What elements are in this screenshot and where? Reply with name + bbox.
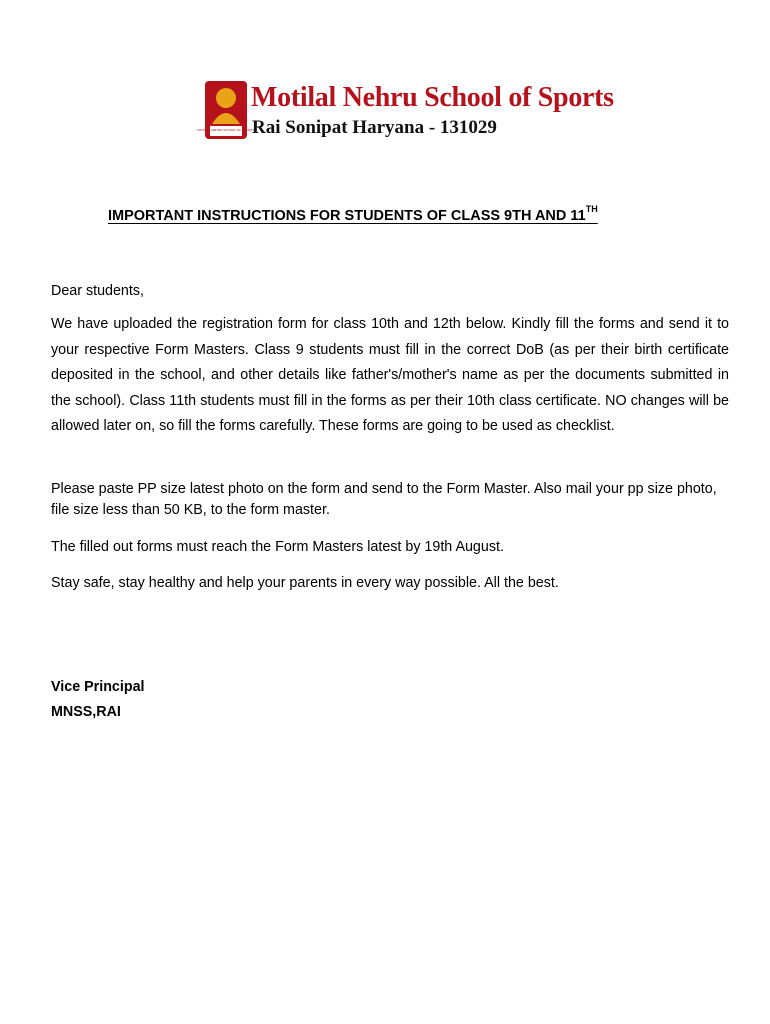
paragraph-photo: Please paste PP size latest photo on the form and send to the Form Master. Also mail your pp size photo, file size less than 50 KB, to the form master. <box>51 481 717 518</box>
letterhead <box>197 80 614 142</box>
school-address: Rai Sonipat Haryana - 131029 <box>252 117 497 138</box>
paragraph-instructions: We have uploaded the registration form for class 10th and 12th below. Kindly fill the forms and send it to your respective Form Masters. Class 9 students must fill in the correct DoB (as per their birth certificate deposited in the school, and other details like father's/mother's name as per the documents submitted in the school). Class 11th students must fill in the forms as per their 10th class certificate. NO changes will be allowed later on, so fill the forms carefully. These forms are going to be used as checklist. <box>51 316 729 434</box>
school-logo-icon <box>197 80 255 140</box>
logo-text: MOTILAL NEHRU SCHOOL OF SPORTS <box>197 128 255 132</box>
salutation: Dear students, <box>51 283 144 299</box>
paragraph-deadline: The filled out forms must reach the Form Masters latest by 19th August. <box>51 539 504 555</box>
paragraph-closing: Stay safe, stay healthy and help your parents in every way possible. All the best. <box>51 575 559 591</box>
signature-block <box>51 675 145 725</box>
heading-text: IMPORTANT INSTRUCTIONS FOR STUDENTS OF CLASS 9TH AND 11 <box>108 208 586 224</box>
signatory-title: Vice Principal <box>51 679 145 695</box>
document-heading <box>108 204 598 224</box>
school-name: Motilal Nehru School of Sports <box>251 82 614 113</box>
signatory-org: MNSS,RAI <box>51 704 121 720</box>
heading-superscript: TH <box>585 204 598 214</box>
